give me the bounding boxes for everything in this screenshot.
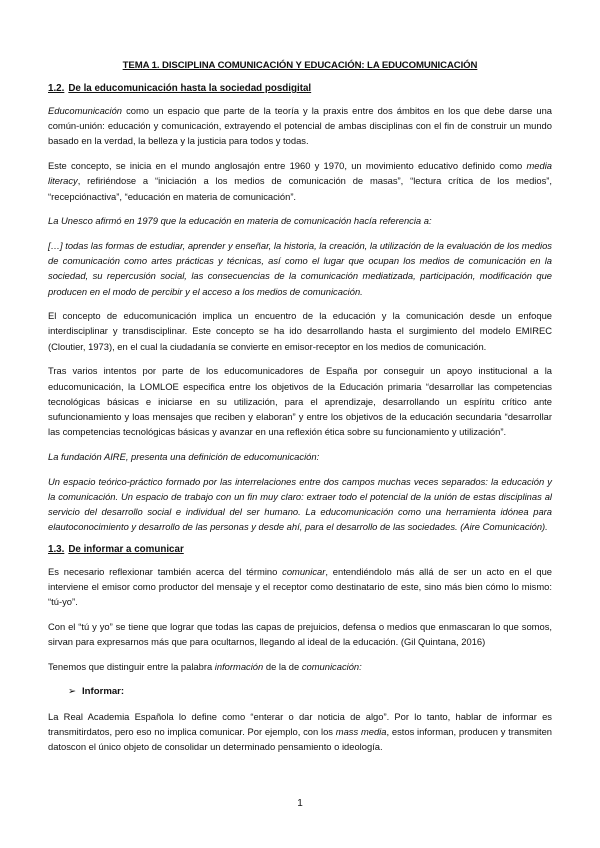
paragraph-text: , estos informan, producen y transmiten datoscon el único objeto de consolidar un determinado pensamiento o ideología.	[48, 725, 552, 752]
section-number: 1.3.	[48, 543, 65, 555]
paragraph-rae-definition	[48, 709, 552, 755]
paragraph-unesco-intro: La Unesco afirmó en 1979 que la educación en materia de comunicación hacía referencia a:	[48, 215, 432, 227]
term-comunicar: comunicar	[282, 565, 326, 577]
paragraph-comunicar	[48, 564, 552, 610]
section-heading-1-3	[48, 544, 552, 555]
paragraph-text: Tenemos que distinguir entre la palabra	[48, 660, 215, 672]
paragraph-aire-intro: La fundación AIRE, presenta una definición de educomunicación:	[48, 450, 320, 462]
term-comunicacion: comunicación:	[301, 660, 362, 672]
paragraph-text: Es necesario reflexionar también acerca del término	[48, 565, 283, 577]
section-title: De la educomunicación hasta la sociedad posdigital	[68, 83, 312, 94]
document-title: TEMA 1. DISCIPLINA COMUNICACIÓN Y EDUCACIÓN: LA EDUCOMUNICACIÓN	[122, 60, 478, 71]
section-number: 1.2.	[48, 83, 65, 94]
bullet-informar	[68, 684, 552, 699]
paragraph-text: , entendiéndolo más allá de ser un acto en el que interviene el emisor como productor del mensaje y el receptor como destinatario de este, sino más bien cómo lo mismo: “tú-yo”.	[48, 565, 552, 608]
paragraph-aire-quote: Un espacio teórico-práctico formado por las interrelaciones entre dos campos muchas veces separados: la educación y la comunicación. Un espacio de trabajo con un fin muy claro: extraer todo el potencial de la unión de estas disciplinas al servicio del desarrollo social e individual del ser humano. La educomunicación como una herramienta idónea para elautoconocimiento y desarrollo de las personas y desde ahí, para el desarrollo de las sociedades. (Aire Comunicación).	[48, 475, 552, 533]
term-mass-media: mass media	[335, 725, 387, 737]
term-educomunicacion: Educomunicación	[48, 105, 123, 116]
paragraph-text: La Real Academia Española lo define como “enterar o dar noticia de algo”. Por lo tanto, hablar de informar es transmitirdatos, pero eso no implica comunicar. Por ejemplo, con los	[48, 710, 552, 737]
section-heading-1-2	[48, 83, 552, 94]
paragraph-media-literacy	[48, 158, 552, 204]
paragraph-educomunicacion-definition	[48, 103, 552, 149]
paragraph-tu-y-yo: Con el “tú y yo” se tiene que lograr que todas las capas de prejuicios, defensa o medios que enmascaran lo que somos, sirvan para expresarnos más que para ocultarnos, llegando al ideal de la educación. (Gil Quintana, 2016)	[48, 620, 552, 648]
arrow-bullet-icon: ➢	[68, 685, 77, 697]
paragraph-text: , refiriéndose a “iniciación a los medios de comunicación de masas”, “lectura crítica de los medios”, “recepciónactiva”, “educación en materia de comunicación”.	[48, 175, 552, 202]
paragraph-distinguish	[48, 659, 552, 674]
paragraph-unesco-quote: […] todas las formas de estudiar, aprender y enseñar, la historia, la creación, la utilización de la evaluación de los medios de comunicación como artes prácticas y técnicas, así como el lugar que ocupan los medios de comunicación en la sociedad, su repercusión social, las consecuencias de la comunicación mediatizada, participación, modificación que producen en el modo de percibir y el acceso a los medios de comunicación.	[48, 239, 552, 297]
paragraph-text: como un espacio que parte de la teoría y la praxis entre dos ámbitos en los que debe darse una común-unión: educación y comunicación, extrayendo el potencial de ambas disciplinas con el fin de construir un mundo basado en la verdad, la belleza y la justicia para todos y todas.	[48, 105, 552, 147]
paragraph-emirec: El concepto de educomunicación implica un encuentro de la educación y la comunicación desde un enfoque interdisciplinar y transdisciplinar. Este concepto se ha ido desarrollando hasta el surgimiento del modelo EMIREC (Cloutier, 1973), en el cual la ciudadanía se convierte en emisor-receptor en los medios de comunicación.	[48, 310, 552, 352]
term-media-literacy: media literacy	[48, 160, 552, 187]
section-title: De informar a comunicar	[68, 543, 184, 555]
term-informacion: información	[214, 660, 264, 672]
page-number: 1	[297, 798, 303, 809]
paragraph-lomloe: Tras varios intentos por parte de los educomunicadores de España por conseguir un apoyo institucional a la educomunicación, la LOMLOE especifica entre los objetivos de la Educación primaria “desarrollar las competencias tecnológicas básicas e iniciarse en su utilización, para el aprendizaje, desarrollando un espíritu crítico ante sufuncionamiento y loas mensajes que reciben y elaboran” y entre los objetivos de la educación secundaria “desarrollar las competencias tecnológicas básicas y avanzar en una reflexión ética sobre su funcionamiento y utilización”.	[48, 365, 552, 438]
bullet-label: Informar:	[82, 685, 125, 697]
paragraph-text: de la de	[263, 660, 302, 672]
paragraph-text: Este concepto, se inicia en el mundo anglosajón entre 1960 y 1970, un movimiento educativo definido como	[48, 160, 527, 172]
